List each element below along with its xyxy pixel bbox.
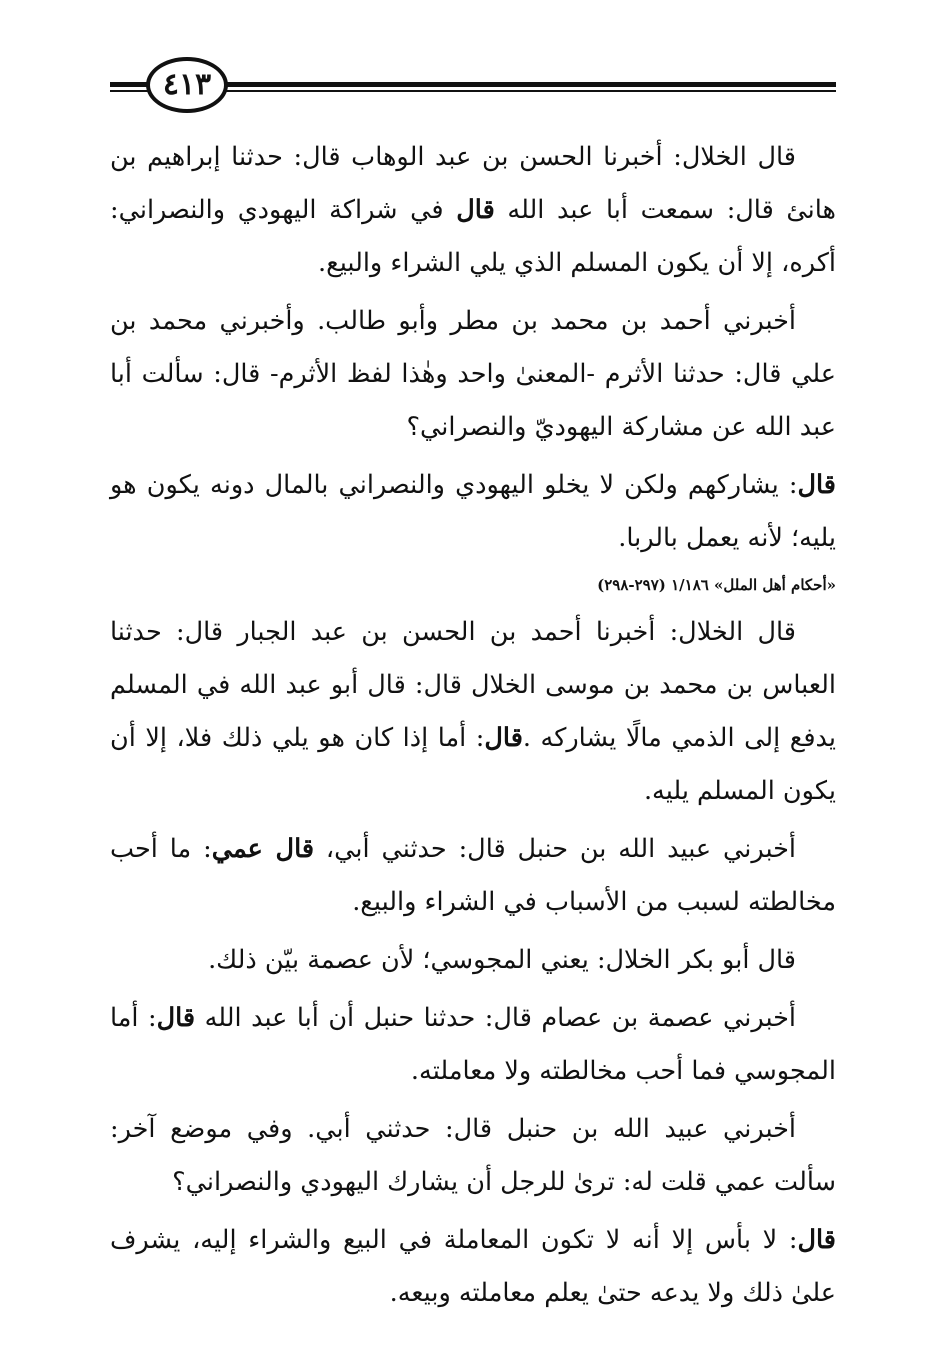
main-text — [110, 131, 836, 1325]
page-number-badge — [146, 57, 228, 113]
paragraph-6: قال أبو بكر الخلال: يعني المجوسي؛ لأن عصمة بيّن ذلك. — [208, 945, 796, 975]
paragraph-3: قال: يشاركهم ولكن لا يخلو اليهودي والنصراني بالمال دونه يكون هو يليه؛ لأنه يعمل بالربا. — [110, 470, 836, 553]
page-number: ٤١٣ — [162, 67, 212, 102]
paragraph-4: قال الخلال: أخبرنا أحمد بن الحسن بن عبد الجبار قال: حدثنا العباس بن محمد بن موسى الخلال قال: قال أبو عبد الله في المسلم يدفع إلى الذمي مالًا يشاركه .قال: أما إذا كان هو يلي ذلك فلا، إلا أن يكون المسلم يليه. — [110, 617, 836, 806]
source-reference: «أحكام أهل الملل» ١/١٨٦ (٢٩٧-٢٩٨) — [597, 576, 836, 594]
page-header — [110, 54, 836, 116]
paragraph-1: قال الخلال: أخبرنا الحسن بن عبد الوهاب قال: حدثنا إبراهيم بن هانئ قال: سمعت أبا عبد الله قال في شراكة اليهودي والنصراني: أكره، إلا أن يكون المسلم الذي يلي الشراء والبيع. — [110, 142, 836, 278]
paragraph-7: أخبرني عصمة بن عصام قال: حدثنا حنبل أن أبا عبد الله قال: أما المجوسي فما أحب مخالطته ولا معاملته. — [110, 1003, 836, 1086]
paragraph-5: أخبرني عبيد الله بن حنبل قال: حدثني أبي، قال عمي: ما أحب مخالطته لسبب من الأسباب في الشراء والبيع. — [110, 834, 836, 917]
paragraph-8: أخبرني عبيد الله بن حنبل قال: حدثني أبي. وفي موضع آخر: سألت عمي قلت له: ترىٰ للرجل أن يشارك اليهودي والنصراني؟ — [110, 1114, 836, 1197]
paragraph-2: أخبرني أحمد بن محمد بن مطر وأبو طالب. وأخبرني محمد بن علي قال: حدثنا الأثرم -المعنىٰ واحد وهٰذا لفظ الأثرم- قال: سألت أبا عبد الله عن مشاركة اليهوديّ والنصراني؟ — [110, 306, 836, 442]
paragraph-9: قال: لا بأس إلا أنه لا تكون المعاملة في البيع والشراء إليه، يشرف علىٰ ذلك ولا يدعه حتىٰ يعلم معاملته وبيعه. — [110, 1225, 836, 1308]
